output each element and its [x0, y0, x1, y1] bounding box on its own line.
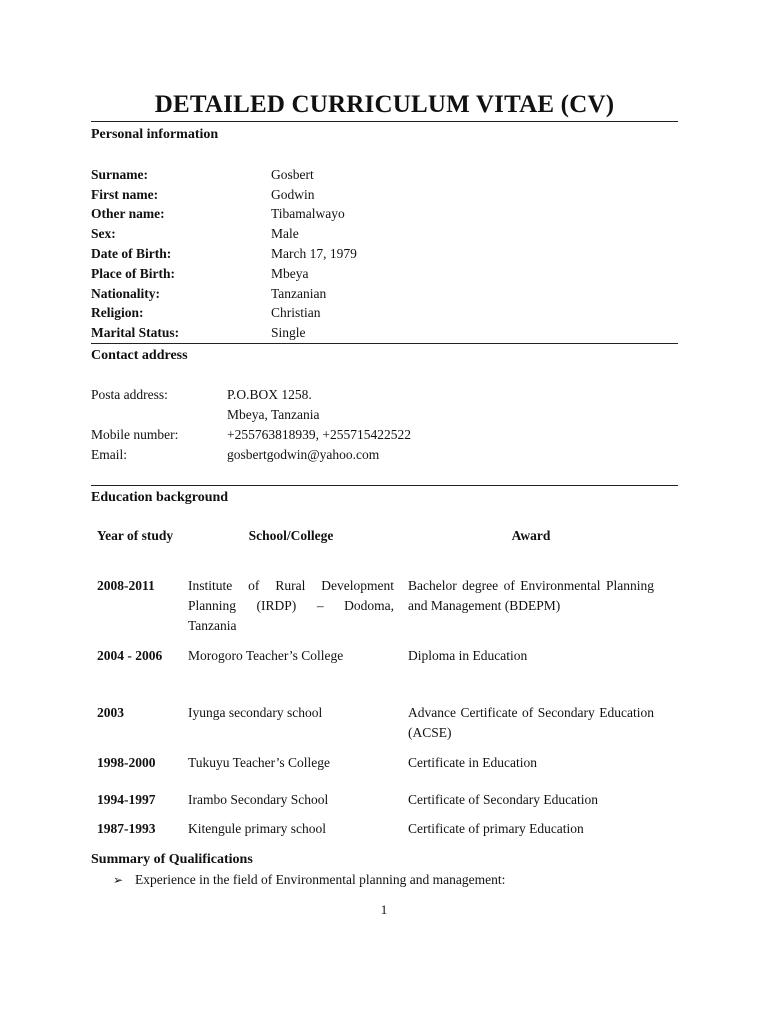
field-value: Mbeya: [271, 266, 309, 281]
field-label: Date of Birth:: [91, 246, 172, 261]
field-label: Other name:: [91, 206, 165, 221]
personal-row-place-of-birth: [91, 264, 678, 284]
contact-row-mobile: [91, 425, 678, 445]
field-label: Religion:: [91, 305, 144, 320]
contact-row-email: [91, 445, 678, 465]
bullet-text: Experience in the field of Environmental planning and management:: [135, 872, 506, 887]
personal-row-nationality: [91, 284, 678, 304]
edu-award: Certificate of primary Education: [408, 821, 584, 836]
personal-rule: [91, 343, 678, 344]
personal-row-first-name: [91, 185, 678, 205]
field-value: Tanzanian: [271, 286, 327, 301]
field-label: Mobile number:: [91, 427, 179, 442]
col-header-year: Year of study: [96, 528, 174, 543]
field-value: Christian: [271, 305, 321, 320]
personal-row-surname: [91, 165, 678, 185]
email-link[interactable]: gosbertgodwin@yahoo.com: [227, 447, 380, 462]
personal-heading: Personal information: [91, 127, 219, 142]
edu-award: Certificate of Secondary Education: [408, 792, 599, 807]
edu-school: Institute of Rural Development Planning (IRDP) – Dodoma, Tanzania: [188, 578, 394, 633]
edu-award: Certificate in Education: [408, 755, 537, 770]
field-value: Single: [271, 325, 306, 340]
summary-heading: Summary of Qualifications: [91, 852, 253, 867]
contact-rule: [91, 485, 678, 486]
personal-row-marital-status: [91, 323, 678, 343]
field-label: Sex:: [91, 226, 116, 241]
field-value: March 17, 1979: [271, 246, 357, 261]
edu-year: 2008-2011: [97, 578, 155, 593]
contact-row-postal-city: [91, 405, 678, 425]
edu-year: 2004 - 2006: [97, 648, 163, 663]
field-value: +255763818939, +255715422522: [227, 427, 411, 442]
page-number: 1: [380, 902, 388, 917]
document-title: DETAILED CURRICULUM VITAE (CV): [154, 91, 615, 118]
personal-row-date-of-birth: [91, 244, 678, 264]
contact-row-postal: [91, 385, 678, 405]
field-value: Tibamalwayo: [271, 206, 345, 221]
field-value: Gosbert: [271, 167, 314, 182]
field-label: Email:: [91, 447, 127, 462]
edu-award: Advance Certificate of Secondary Education (ACSE): [408, 705, 654, 740]
contact-heading: Contact address: [91, 348, 188, 363]
edu-school: Iyunga secondary school: [188, 705, 323, 720]
edu-year: 1998-2000: [97, 755, 156, 770]
field-label: Nationality:: [91, 286, 160, 301]
edu-school: Irambo Secondary School: [188, 792, 329, 807]
edu-year: 1994-1997: [97, 792, 156, 807]
summary-bullet: [113, 870, 505, 890]
edu-award: Bachelor degree of Environmental Planning and Management (BDEPM): [408, 578, 654, 613]
arrowhead-bullet-icon: ➢: [113, 873, 124, 887]
field-value: Male: [271, 226, 299, 241]
title-rule: [91, 121, 678, 122]
personal-row-sex: [91, 224, 678, 244]
field-value: Godwin: [271, 187, 315, 202]
edu-year: 2003: [97, 705, 124, 720]
edu-school: Morogoro Teacher’s College: [188, 648, 344, 663]
education-heading: Education background: [91, 490, 229, 505]
field-label: Place of Birth:: [91, 266, 175, 281]
col-header-award: Award: [511, 528, 551, 543]
edu-school: Kitengule primary school: [188, 821, 326, 836]
field-label: First name:: [91, 187, 159, 202]
personal-row-other-name: [91, 204, 678, 224]
edu-school: Tukuyu Teacher’s College: [188, 755, 331, 770]
field-label: Surname:: [91, 167, 148, 182]
edu-award: Diploma in Education: [408, 648, 528, 663]
field-label: Posta address:: [91, 387, 168, 402]
field-value: Mbeya, Tanzania: [227, 407, 320, 422]
edu-year: 1987-1993: [97, 821, 156, 836]
field-value: P.O.BOX 1258.: [227, 387, 312, 402]
field-label: Marital Status:: [91, 325, 180, 340]
col-header-school: School/College: [248, 528, 334, 543]
personal-row-religion: [91, 303, 678, 323]
